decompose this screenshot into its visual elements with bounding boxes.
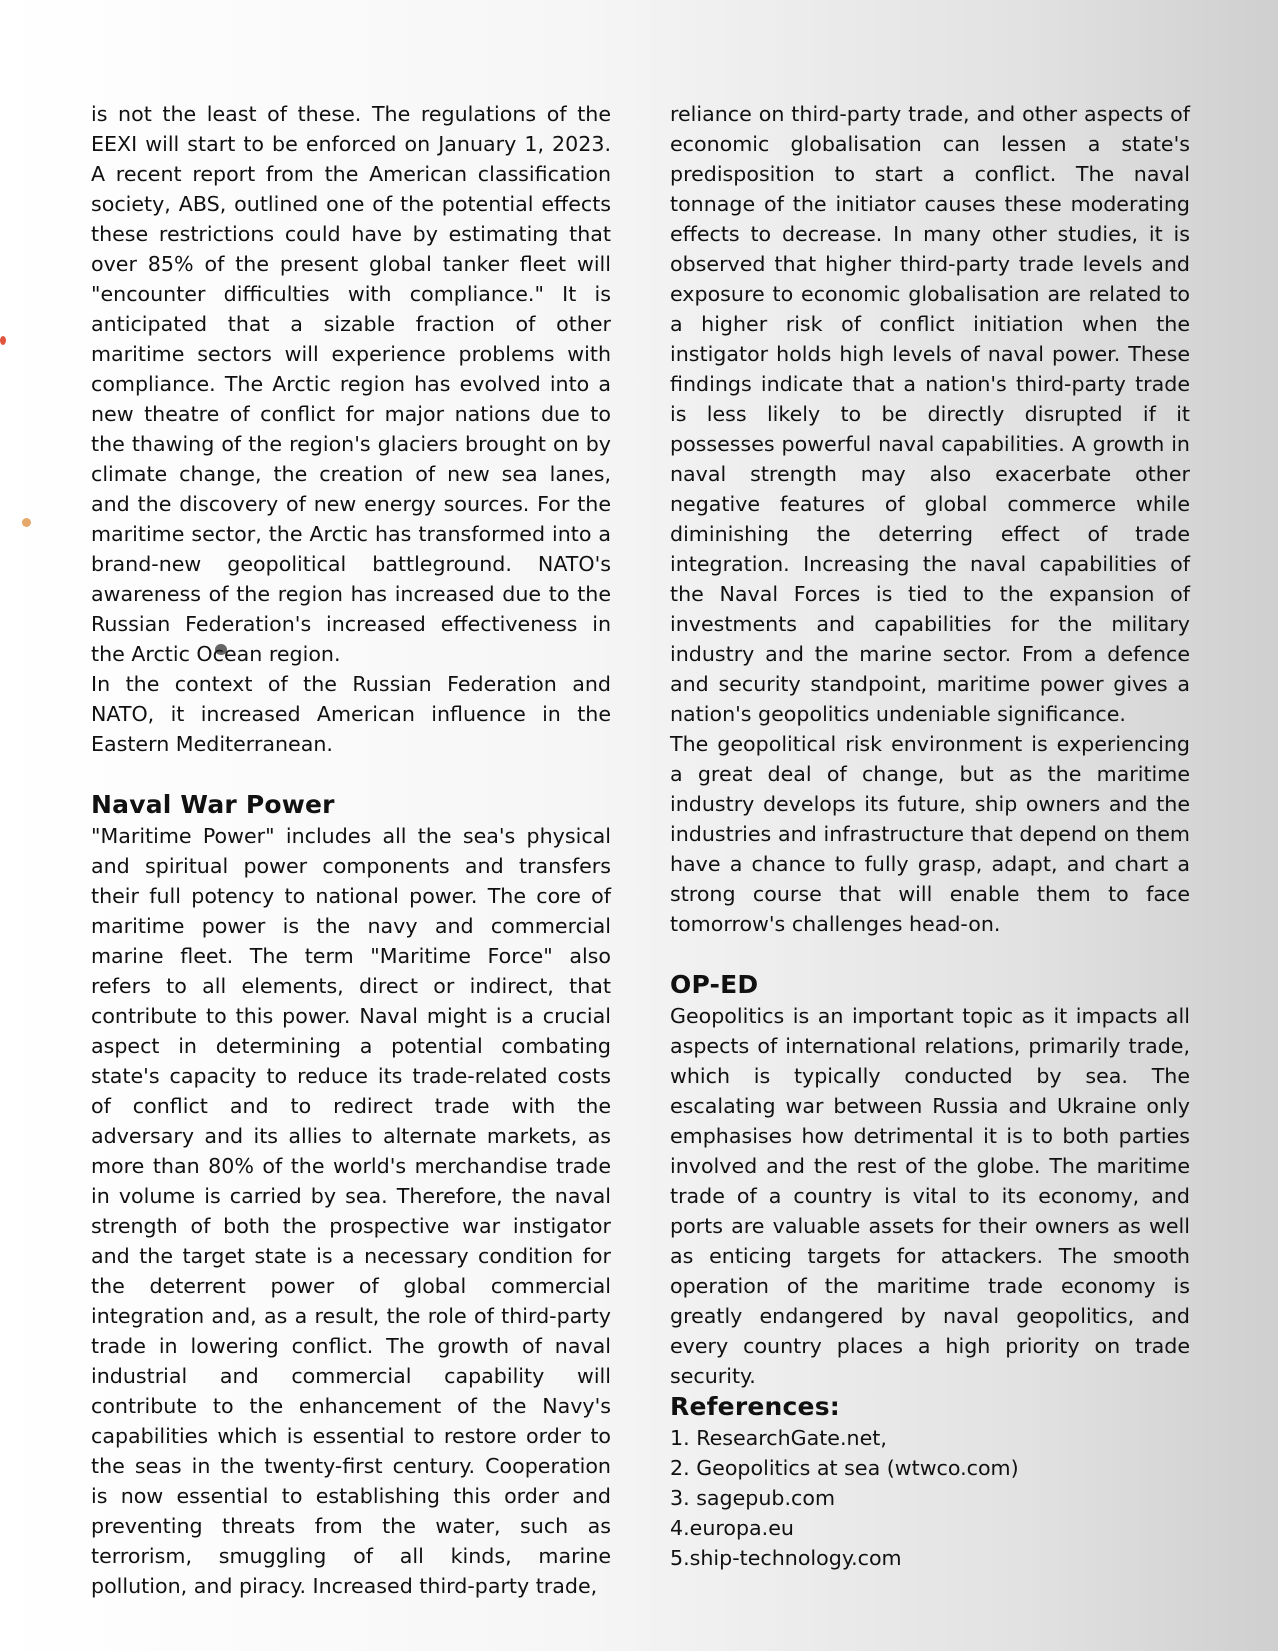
reference-item: 1. ResearchGate.net, [670, 1426, 887, 1450]
left-paragraph-1: is not the least of these. The regulations of the EEXI will start to be enforced on January 1, 2023. A recent report from the American classification society, ABS, outlined one of the potential effects these restrictions could have by estimating that over 85% of the present global tanker fleet will "encounter difficulties with compliance." It is anticipated that a sizable fraction of other maritime sectors will experience problems with compliance. The Arctic region has evolved into a new theatre of conflict for major nations due to the thawing of the region's glaciers brought on by climate change, the creation of new sea lanes, and the discovery of new energy sources. For the maritime sector, the Arctic has transformed into a brand-new geopolitical battleground. NATO's awareness of the region has increased due to the Russian Federation's increased effectiveness in the Arctic Ocean region. [91, 102, 611, 666]
reference-item: 4.europa.eu [670, 1516, 794, 1540]
right-column [670, 99, 1190, 1573]
reference-item: 5.ship-technology.com [670, 1546, 902, 1570]
heading-naval-war-power: Naval War Power [91, 790, 335, 819]
right-paragraph-1: reliance on third-party trade, and other aspects of economic globalisation can lessen a state's predisposition to start a conflict. The naval tonnage of the initiator causes these moderating effects to decrease. In many other studies, it is observed that higher third-party trade levels and exposure to economic globalisation are related to a higher risk of conflict initiation when the instigator holds high levels of naval power. These findings indicate that a nation's third-party trade is less likely to be directly disrupted if it possesses powerful naval capabilities. A growth in naval strength may also exacerbate other negative features of global commerce while diminishing the deterring effect of trade integration. Increasing the naval capabilities of the Naval Forces is tied to the expansion of investments and capabilities for the military industry and the marine sector. From a defence and security standpoint, maritime power gives a nation's geopolitics undeniable significance. [670, 102, 1190, 726]
ink-spot-orange [22, 518, 31, 527]
heading-references: References: [670, 1392, 840, 1421]
ink-spot-red [0, 336, 6, 345]
left-paragraph-2: In the context of the Russian Federation and NATO, it increased American influence in the Eastern Mediterranean. [91, 672, 611, 756]
reference-item: 3. sagepub.com [670, 1486, 836, 1510]
left-paragraph-3: "Maritime Power" includes all the sea's physical and spiritual power components and transfers their full potency to national power. The core of maritime power is the navy and commercial marine fleet. The term "Maritime Force" also refers to all elements, direct or indirect, that contribute to this power. Naval might is a crucial aspect in determining a potential combating state's capacity to reduce its trade-related costs of conflict and to redirect trade with the adversary and its allies to alternate markets, as more than 80% of the world's merchandise trade in volume is carried by sea. Therefore, the naval strength of both the prospective war instigator and the target state is a necessary condition for the deterrent power of global commercial integration and, as a result, the role of third-party trade in lowering conflict. The growth of naval industrial and commercial capability will contribute to the enhancement of the Navy's capabilities which is essential to restore order to the seas in the twenty-first century. Cooperation is now essential to establishing this order and preventing threats from the water, such as terrorism, smuggling of all kinds, marine pollution, and piracy. Increased third-party trade, [91, 824, 611, 1598]
right-paragraph-2: The geopolitical risk environment is experiencing a great deal of change, but as the maritime industry develops its future, ship owners and the industries and infrastructure that depend on them have a chance to fully grasp, adapt, and chart a strong course that will enable them to face tomorrow's challenges head-on. [670, 732, 1190, 936]
right-paragraph-3: Geopolitics is an important topic as it impacts all aspects of international relations, primarily trade, which is typically conducted by sea. The escalating war between Russia and Ukraine only emphasises how detrimental it is to both parties involved and the rest of the globe. The maritime trade of a country is vital to its economy, and ports are valuable assets for their owners as well as enticing targets for attackers. The smooth operation of the maritime trade economy is greatly endangered by naval geopolitics, and every country places a high priority on trade security. [670, 1004, 1190, 1388]
heading-op-ed: OP-ED [670, 970, 759, 999]
references-list [670, 1423, 1190, 1573]
left-column [91, 99, 611, 1601]
reference-item: 2. Geopolitics at sea (wtwco.com) [670, 1456, 1019, 1480]
